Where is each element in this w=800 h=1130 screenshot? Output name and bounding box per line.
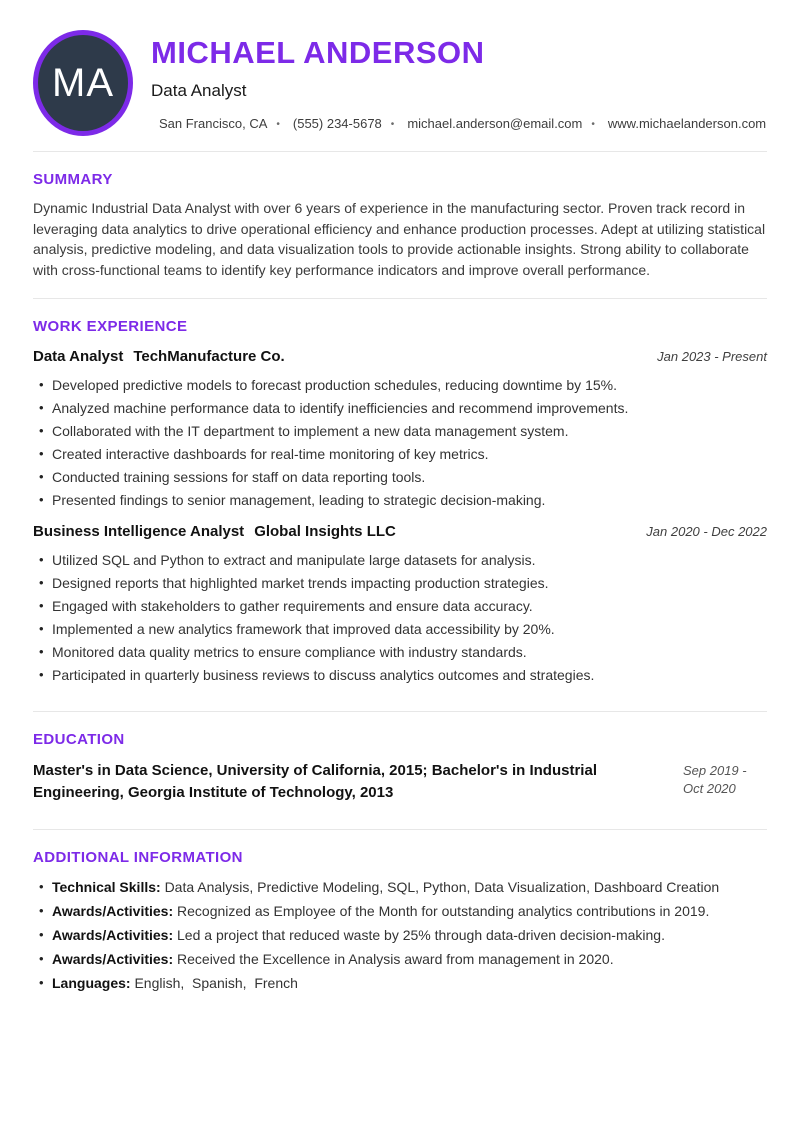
- job-header-row: [33, 348, 767, 365]
- job-dates: Jan 2020 - Dec 2022: [646, 524, 767, 539]
- job-bullet: • Utilized SQL and Python to extract and manipulate large datasets for analysis.: [33, 550, 767, 570]
- summary-text: Dynamic Industrial Data Analyst with over 6 years of experience in the manufacturing sector. Proven track record in leveraging data analytics to drive operational efficiency and enhance production processes. Adept at utilizing statistical analysis, predictive modeling, and data visualization tools to provide actionable insights. Strong ability to collaborate with cross-functional teams to identify key performance indicators and improve overall performance.: [33, 200, 766, 278]
- job-bullet: • Designed reports that highlighted market trends impacting production strategies.: [33, 573, 767, 593]
- job-title-company: [33, 523, 396, 540]
- job-bullet: • Analyzed machine performance data to identify inefficiencies and recommend improvements.: [33, 398, 767, 418]
- section-work-experience: [33, 318, 767, 685]
- item-text: English, Spanish, French: [134, 975, 298, 991]
- bullet-separator-icon: •: [276, 119, 280, 130]
- education-degree: Master's in Data Science, University of California, 2015; Bachelor's in Industrial Engineering, Georgia Institute of Technology, 2013: [33, 762, 597, 801]
- section-additional-information: [33, 849, 767, 993]
- contact-email: michael.anderson@email.com: [407, 116, 583, 131]
- item-label: Languages:: [52, 975, 131, 991]
- additional-info-item: [33, 925, 767, 945]
- resume-header: [33, 30, 767, 136]
- additional-info-item: [33, 877, 767, 897]
- job-title: Data Analyst: [33, 348, 124, 365]
- job-entry: [33, 523, 767, 685]
- job-title-company: [33, 348, 285, 365]
- job-company: TechManufacture Co.: [133, 348, 285, 365]
- work-experience-heading: WORK EXPERIENCE: [33, 318, 188, 335]
- job-bullet: • Developed predictive models to forecast production schedules, reducing downtime by 15%.: [33, 375, 767, 395]
- section-divider: [33, 298, 767, 299]
- section-divider: [33, 151, 767, 152]
- additional-info-list: [33, 877, 767, 993]
- job-bullet: • Collaborated with the IT department to implement a new data management system.: [33, 421, 767, 441]
- item-text: Data Analysis, Predictive Modeling, SQL, Python, Data Visualization, Dashboard Creation: [164, 879, 720, 895]
- avatar-initials: MA: [52, 60, 114, 105]
- contact-phone: (555) 234-5678: [292, 116, 382, 131]
- section-education: [33, 731, 767, 803]
- page-title: MICHAEL ANDERSON: [151, 35, 485, 70]
- summary-heading: SUMMARY: [33, 171, 113, 188]
- education-entry: [33, 760, 767, 803]
- additional-info-item: [33, 949, 767, 969]
- education-dates: Sep 2019 - Oct 2020: [683, 763, 747, 796]
- job-bullet-list: [33, 550, 767, 685]
- bullet-separator-icon: •: [591, 119, 595, 130]
- section-divider: [33, 829, 767, 830]
- item-text: Recognized as Employee of the Month for outstanding analytics contributions in 2019.: [177, 903, 710, 919]
- item-label: Awards/Activities:: [52, 903, 174, 919]
- education-heading: EDUCATION: [33, 731, 125, 748]
- header-job-title: Data Analyst: [151, 81, 247, 100]
- job-title: Business Intelligence Analyst: [33, 523, 245, 540]
- additional-info-item: [33, 973, 767, 993]
- contact-website: www.michaelanderson.com: [607, 116, 767, 131]
- job-bullet: • Conducted training sessions for staff on data reporting tools.: [33, 467, 767, 487]
- job-header-row: [33, 523, 767, 540]
- job-entry: [33, 348, 767, 510]
- contact-location: San Francisco, CA: [159, 116, 268, 131]
- job-bullet: • Engaged with stakeholders to gather requirements and ensure data accuracy.: [33, 596, 767, 616]
- additional-info-item: [33, 901, 767, 921]
- header-text: [151, 30, 766, 131]
- job-bullet: • Presented findings to senior management, leading to strategic decision-making.: [33, 490, 767, 510]
- avatar: [33, 30, 133, 136]
- section-summary: [33, 171, 767, 280]
- job-dates: Jan 2023 - Present: [657, 349, 767, 364]
- item-label: Technical Skills:: [52, 879, 161, 895]
- item-text: Received the Excellence in Analysis award from management in 2020.: [177, 951, 614, 967]
- job-company: Global Insights LLC: [254, 523, 396, 540]
- job-bullet: • Participated in quarterly business reviews to discuss analytics outcomes and strategies.: [33, 665, 767, 685]
- additional-information-heading: ADDITIONAL INFORMATION: [33, 849, 243, 866]
- bullet-separator-icon: •: [390, 119, 395, 130]
- job-bullet: • Monitored data quality metrics to ensure compliance with industry standards.: [33, 642, 767, 662]
- job-bullet: • Implemented a new analytics framework that improved data accessibility by 20%.: [33, 619, 767, 639]
- item-label: Awards/Activities:: [52, 951, 174, 967]
- section-divider: [33, 711, 767, 712]
- item-label: Awards/Activities:: [52, 927, 174, 943]
- item-text: Led a project that reduced waste by 25% through data-driven decision-making.: [177, 927, 665, 943]
- contact-row: [151, 116, 766, 131]
- job-bullet-list: [33, 375, 767, 510]
- job-bullet: • Created interactive dashboards for real-time monitoring of key metrics.: [33, 444, 767, 464]
